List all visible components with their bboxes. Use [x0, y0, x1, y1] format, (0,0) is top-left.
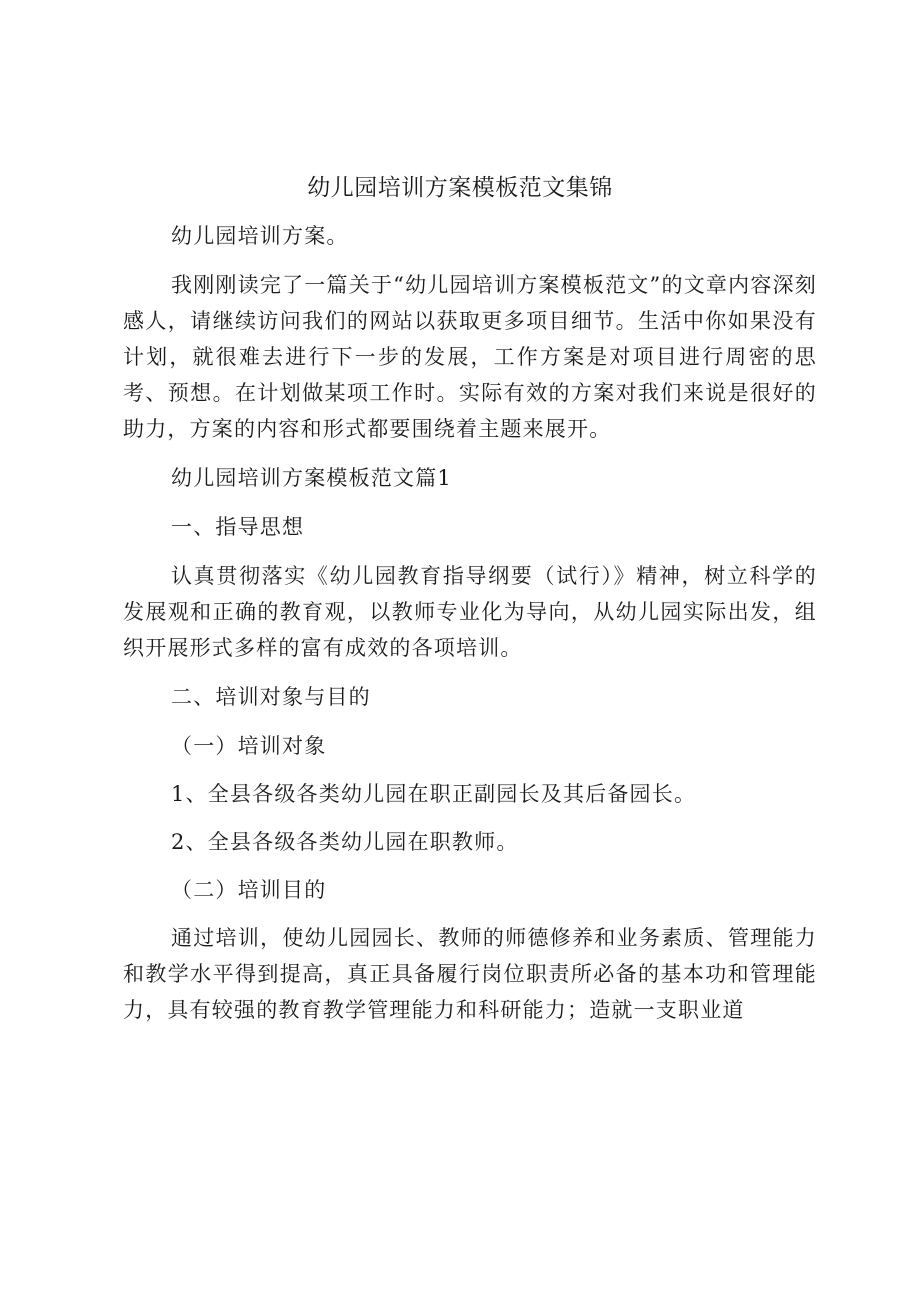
paragraph-guiding-ideology: 认真贯彻落实《幼儿园教育指导纲要（试行）》精神，树立科学的发展观和正确的教育观，以教师专业化为导向，从幼儿园实际出发，组织开展形式多样的富有成效的各项培训。: [123, 564, 817, 660]
list-item-objects-1: 1、全县各级各类幼儿园在职正副园长及其后备园长。: [171, 782, 697, 806]
subheading-training-purpose: （二）培训目的: [171, 878, 327, 902]
intro-paragraph: 我刚刚读完了一篇关于“幼儿园培训方案模板范文”的文章内容深刻感人，请继续访问我们的网站以获取更多项目细节。生活中你如果没有计划，就很难去进行下一步的发展，工作方案是对项目进行周密的思考、预想。在计划做某项工作时。实际有效的方案对我们来说是很好的助力，方案的内容和形式都要围绕着主题来展开。: [123, 273, 817, 441]
paragraph-training-purpose: 通过培训，使幼儿园园长、教师的师德修养和业务素质、管理能力和教学水平得到提高，真正具备履行岗位职责所必备的基本功和管理能力，具有较强的教育教学管理能力和科研能力；造就一支职业道: [123, 926, 817, 1022]
heading-training-objects-purpose: 二、培训对象与目的: [171, 685, 371, 709]
list-item-objects-2: 2、全县各级各类幼儿园在职教师。: [171, 830, 519, 854]
section-heading-article-1: 幼儿园培训方案模板范文篇1: [171, 466, 452, 490]
intro-line: 幼儿园培训方案。: [171, 224, 349, 248]
heading-guiding-ideology: 一、指导思想: [171, 515, 305, 539]
document-body: [123, 218, 817, 1041]
subheading-training-objects: （一）培训对象: [171, 734, 327, 758]
document-title: 幼儿园培训方案模板范文集锦: [307, 175, 613, 201]
